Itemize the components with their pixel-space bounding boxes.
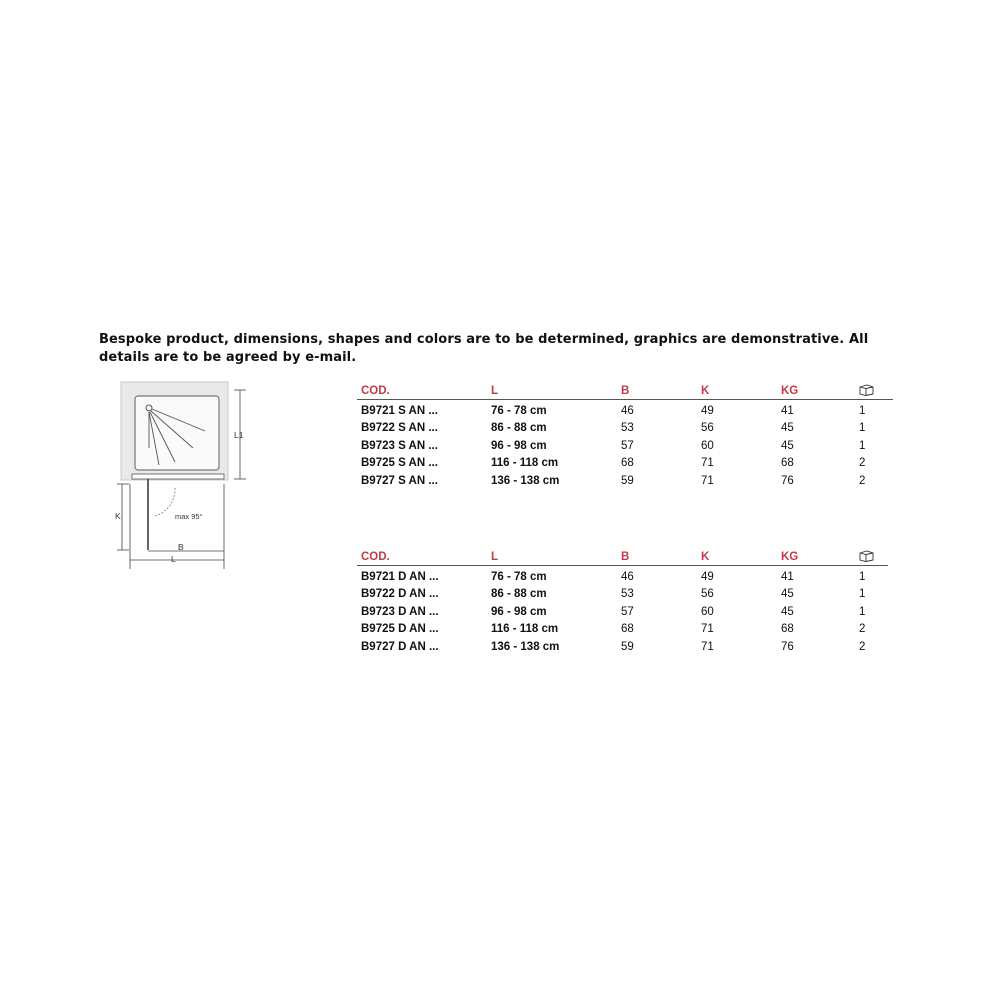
door-profile	[132, 474, 224, 479]
cell-kg: 41	[781, 404, 794, 417]
cell-packages: 2	[859, 623, 866, 636]
cell-code: B9721 D AN ...	[361, 570, 439, 583]
dimension-label-l1: L1	[234, 430, 244, 440]
cell-kg: 76	[781, 474, 794, 487]
cell-length: 116 - 118 cm	[491, 623, 559, 636]
cell-kg: 45	[781, 422, 794, 435]
header-packages	[855, 548, 888, 566]
cell-length: 96 - 98 cm	[491, 605, 547, 618]
cell-b: 59	[621, 640, 634, 653]
cell-packages: 1	[859, 588, 866, 601]
header-k: K	[697, 548, 777, 566]
cell-code: B9722 S AN ...	[361, 422, 438, 435]
header-kg: KG	[777, 382, 855, 400]
cell-b: 68	[621, 623, 634, 636]
cell-length: 86 - 88 cm	[491, 588, 547, 601]
cell-packages: 2	[859, 457, 866, 470]
table-header-row	[357, 382, 893, 400]
header-kg: KG	[777, 548, 855, 566]
table-row	[357, 472, 893, 490]
package-box-icon	[859, 384, 874, 396]
cell-packages: 1	[859, 404, 866, 417]
header-b: B	[617, 382, 697, 400]
cell-k: 60	[701, 439, 714, 452]
cell-kg: 45	[781, 439, 794, 452]
table-row	[357, 437, 893, 455]
cell-kg: 68	[781, 457, 794, 470]
cell-b: 46	[621, 570, 634, 583]
table-row	[357, 586, 888, 604]
cell-length: 136 - 138 cm	[491, 474, 560, 487]
header-code: COD.	[357, 548, 487, 566]
tray-inner	[135, 396, 219, 470]
package-box-icon	[859, 550, 874, 562]
cell-b: 68	[621, 457, 634, 470]
cell-packages: 2	[859, 640, 866, 653]
cell-packages: 1	[859, 439, 866, 452]
table-header-row	[357, 548, 888, 566]
cell-packages: 1	[859, 605, 866, 618]
spec-table-s	[357, 382, 893, 490]
cell-kg: 45	[781, 588, 794, 601]
cell-b: 46	[621, 404, 634, 417]
opening-arc	[155, 488, 175, 516]
angle-label: max 95°	[175, 512, 203, 521]
cell-kg: 41	[781, 570, 794, 583]
dimension-label-b: B	[178, 542, 184, 552]
cell-k: 56	[701, 588, 714, 601]
cell-kg: 68	[781, 623, 794, 636]
cell-code: B9727 S AN ...	[361, 474, 438, 487]
cell-k: 49	[701, 570, 714, 583]
cell-length: 116 - 118 cm	[491, 457, 559, 470]
header-k: K	[697, 382, 777, 400]
cell-packages: 1	[859, 422, 866, 435]
cell-packages: 2	[859, 474, 866, 487]
cell-k: 71	[701, 623, 714, 636]
header-length: L	[487, 548, 617, 566]
cell-packages: 1	[859, 570, 866, 583]
cell-kg: 45	[781, 605, 794, 618]
cell-k: 71	[701, 474, 714, 487]
cell-code: B9723 D AN ...	[361, 605, 439, 618]
cell-code: B9723 S AN ...	[361, 439, 438, 452]
cell-b: 53	[621, 588, 634, 601]
cell-b: 57	[621, 605, 634, 618]
spec-table-d	[357, 548, 888, 656]
table-row	[357, 638, 888, 656]
cell-code: B9727 D AN ...	[361, 640, 439, 653]
table-row	[357, 455, 893, 473]
cell-length: 96 - 98 cm	[491, 439, 547, 452]
cell-k: 71	[701, 640, 714, 653]
cell-code: B9721 S AN ...	[361, 404, 438, 417]
cell-b: 57	[621, 439, 634, 452]
cell-k: 49	[701, 404, 714, 417]
cell-code: B9725 S AN ...	[361, 457, 438, 470]
table-row	[357, 400, 893, 420]
cell-length: 86 - 88 cm	[491, 422, 547, 435]
disclaimer-text: Bespoke product, dimensions, shapes and colors are to be determined, graphics are demonstrative. All details are to be agreed by e-mail.	[99, 332, 869, 365]
header-b: B	[617, 548, 697, 566]
header-length: L	[487, 382, 617, 400]
header-code: COD.	[357, 382, 487, 400]
cell-length: 76 - 78 cm	[491, 570, 547, 583]
dimension-label-k: K	[115, 511, 121, 521]
cell-k: 71	[701, 457, 714, 470]
table-row	[357, 603, 888, 621]
table-row	[357, 420, 893, 438]
shower-door-diagram	[105, 378, 255, 573]
table-row	[357, 566, 888, 586]
cell-code: B9725 D AN ...	[361, 623, 439, 636]
cell-b: 59	[621, 474, 634, 487]
dimension-label-l: L	[171, 554, 176, 564]
cell-b: 53	[621, 422, 634, 435]
cell-code: B9722 D AN ...	[361, 588, 439, 601]
cell-kg: 76	[781, 640, 794, 653]
header-packages	[855, 382, 893, 400]
cell-length: 136 - 138 cm	[491, 640, 560, 653]
table-row	[357, 621, 888, 639]
cell-length: 76 - 78 cm	[491, 404, 547, 417]
cell-k: 56	[701, 422, 714, 435]
cell-k: 60	[701, 605, 714, 618]
